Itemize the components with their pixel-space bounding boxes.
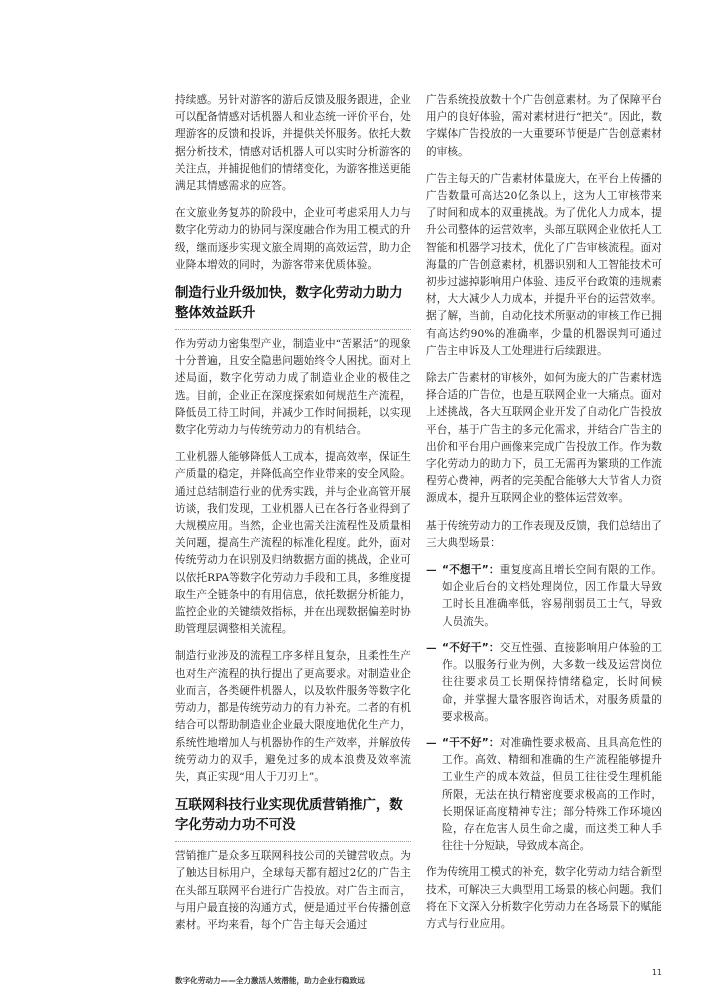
scenario-title: “不想干”：	[442, 564, 500, 577]
right-column	[426, 92, 662, 943]
paragraph: 广告系统投放数十个广告创意素材。为了保障平台用户的良好体验，需对素材进行“把关”。因此，数字媒体广告投放的一大重要环节便是广告创意素材的审核。	[426, 94, 662, 158]
paragraph: 工业机器人能够降低人工成本，提高效率，保证生产质量的稳定，并降低高空作业带来的安全风险。通过总结制造行业的优秀实践，并与企业高管开展访谈，我们发现，工业机器人已在各行各业得到了大规模应用。当然，企业也需关注流程性及质量相关问题，提高生产流程的标准化程度。此外，面对传统劳动力在识别及归纳数据方面的挑战，企业可以依托RPA等数字化劳动力手段和工具，多维度提取生产全链条中的有用信息，依托数据分析能力，监控企业的关键绩效指标，并在出现数据偏差时协助管理层调整相关流程。	[175, 451, 411, 636]
page-number: 11	[651, 968, 662, 977]
left-column	[175, 92, 411, 944]
scenario-text: 重复度高且增长空间有限的工作。如企业后台的文档处理岗位，因工作量大导致工时长且准确率低，容易削弱员工士气，导致人员流失。	[442, 564, 662, 628]
dash-bullet: —	[426, 641, 437, 654]
paragraph: 制造行业涉及的流程工序多样且复杂，且柔性生产也对生产流程的执行提出了更高要求。对制造业企业而言，各类硬件机器人，以及软件服务等数字化劳动力，都是传统劳动力的有力补充。二者的有机结合可以帮助制造业企业最大限度地优化生产力，系统性地增加人与机器协作的生产效率，并解放传统劳动力的双手，避免过多的成本浪费及效率流失，真正实现“用人于刀刃上”。	[175, 650, 411, 783]
page-footer	[175, 968, 662, 987]
paragraph: 作为传统用工模式的补充，数字化劳动力结合新型技术，可解决三大典型用工场景的核心问题。我们将在下文深入分析数字化劳动力在各场景下的赋能方式与行业应用。	[426, 866, 662, 930]
paragraph: 在文旅业务复苏的阶段中，企业可考虑采用人力与数字化劳动力的协同与深度融合作为用工模式的升级，继而逐步实现文旅全周期的高效运营，助力企业降本增效的同时，为游客带来优质体验。	[175, 207, 411, 271]
paragraph: 广告主每天的广告素材体量庞大，在平台上传播的广告数量可高达20亿条以上，这为人工审核带来了时间和成本的双重挑战。为了优化人力成本，提升公司整体的运营效率，头部互联网企业依托人工智能和机器学习技术，优化了广告审核流程。面对海量的广告创意素材，机器识别和人工智能技术可初步过滤掉影响用户体验、违反平台政策的违规素材，大大减少人力成本，并提升平台的运营效率。据了解，当前，自动化技术所驱动的审核工作已拥有高达约90%的准确率，少量的机器误判可通过广告主申诉及人工处理进行后续跟进。	[426, 172, 662, 357]
paragraph: 持续感。另针对游客的游后反馈及服务跟进，企业可以配备情感对话机器人和业态统一评价平台，处理游客的反馈和投诉，并提供关怀服务。依托大数据分析技术，情感对话机器人可以实时分析游客的关注点，并捕捉他们的情绪变化，为游客推送更能满足其情感需求的应答。	[175, 94, 411, 193]
paragraph: 作为劳动力密集型产业，制造业中“苦累活”的现象十分普遍，且安全隐患问题始终令人困扰。面对上述局面，数字化劳动力成了制造业企业的极佳之选。目前，企业正在深度探索如何规范生产流程，降低员工待工时间，并减少工作时间损耗，以实现数字化劳动力与传统劳动力的有机结合。	[175, 338, 411, 437]
paragraph: 除去广告素材的审核外，如何为庞大的广告素材选择合适的广告位，也是互联网企业一大痛点。面对上述挑战，各大互联网企业开发了自动化广告投放平台，基于广告主的多元化需求，并结合广告主的出价和平台用户画像来完成广告投放工作。作为数字化劳动力的助力下，员工无需再为繁琐的工作流程劳心费神，两者的完美配合能够大大节省人力资源成本，提升互联网企业的整体运营效率。	[426, 372, 662, 505]
dash-bullet: —	[426, 736, 437, 749]
scenario-item	[426, 562, 662, 631]
scenario-text: 对准确性要求极高、且具高危性的工作。高效、精细和准确的生产流程能够提升工业生产的成本效益，但员工往往受生理机能所限，无法在执行精密度要求极高的工作时，长期保证高度精神专注；部分特殊工作环境凶险，存在危害人员生命之虞，而这类工种人手往往十分短缺，导致成本高企。	[442, 736, 662, 853]
scenario-item	[426, 735, 662, 855]
scenario-title: “干不好”：	[442, 736, 500, 749]
dash-bullet: —	[426, 564, 437, 577]
section-heading-manufacturing: 制造行业升级加快，数字化劳动力助力整体效益跃升	[175, 284, 411, 330]
paragraph: 基于传统劳动力的工作表现及反馈，我们总结出了三大典型场景：	[426, 519, 662, 549]
paragraph: 营销推广是众多互联网科技公司的关键营收点。为了触达目标用户，全球每天都有超过2亿的广告主在头部互联网平台进行广告投放。对广告主而言，与用户最直接的沟通方式，便是通过平台传播创意素材。平均来看，每个广告主每天会通过	[175, 850, 411, 931]
footer-title: 数字化劳动力——全力激活人效潜能，助力企业行稳致远	[175, 976, 365, 985]
scenario-title: “不好干”：	[442, 641, 500, 654]
scenario-item	[426, 640, 662, 726]
section-heading-internet-tech: 互联网科技行业实现优质营销推广，数字化劳动力功不可没	[175, 796, 411, 842]
scenario-text: 交互性强、直接影响用户体验的工作。以服务行业为例，大多数一线及运营岗位往往要求员工长期保持情绪稳定，长时间候命，并掌握大量客服咨询话术，对服务质量的要求极高。	[442, 641, 662, 723]
